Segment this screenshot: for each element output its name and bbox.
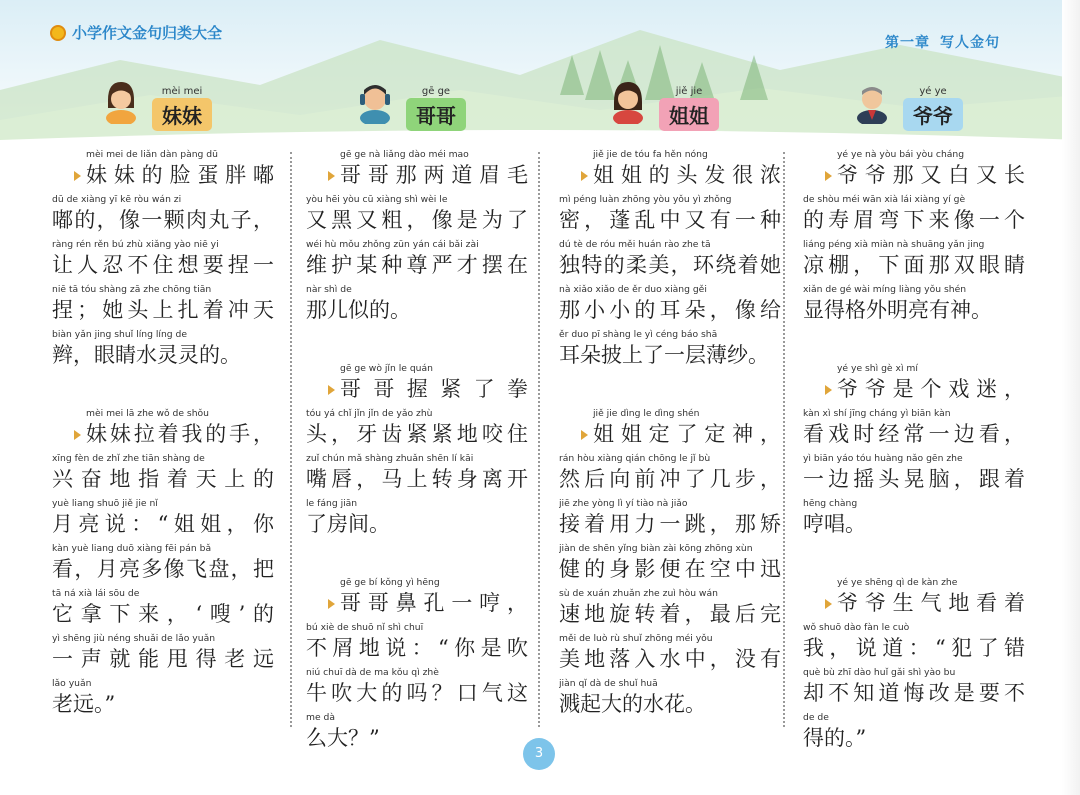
book-title-text: 小学作文金句归类大全	[72, 24, 223, 42]
text-line	[306, 193, 528, 234]
column-jiejie	[559, 78, 781, 722]
text-line	[559, 542, 781, 583]
pinyin-line: què bù zhī dào huǐ gǎi shì yào bu	[803, 667, 956, 678]
text-line	[52, 328, 274, 369]
column-title-pinyin: gē ge	[421, 86, 451, 97]
text-line	[803, 711, 1025, 752]
text-line	[559, 452, 781, 493]
hanzi-line: 维护某种尊严才摆在	[306, 253, 528, 277]
pinyin-line: biàn yǎn jing shuǐ líng líng de	[52, 329, 187, 340]
hanzi-line: 爷爷那又白又长	[803, 162, 1025, 189]
text-line	[803, 283, 1025, 324]
chapter-number: 第一章	[885, 35, 930, 51]
hanzi-line: 捏；她头上扎着冲天	[52, 298, 274, 322]
medal-icon	[50, 25, 66, 41]
text-line	[306, 666, 528, 707]
pinyin-line: yòu hēi yòu cū xiàng shì wèi le	[306, 194, 448, 205]
passage-first-line	[559, 148, 781, 189]
text-line	[803, 193, 1025, 234]
hanzi-line: 哥哥握紧了拳	[306, 376, 528, 403]
pinyin-line: le fáng jiān	[306, 498, 358, 509]
hanzi-line: 牛吹大的吗？口气这	[306, 681, 528, 705]
text-line	[52, 632, 274, 673]
pinyin-line: nàr shì de	[306, 284, 352, 295]
text-line	[803, 452, 1025, 493]
hanzi-line: 健的身影便在空中迅	[559, 557, 781, 581]
pinyin-line: měi de luò rù shuǐ zhōng méi yǒu	[559, 633, 713, 644]
column-header	[559, 78, 781, 134]
text-line	[306, 497, 528, 538]
passage-first-line	[803, 148, 1025, 189]
column-meimei	[52, 78, 274, 722]
pinyin-line: tā ná xià lái sōu de	[52, 588, 140, 599]
book-title	[50, 22, 222, 43]
hanzi-line: 爷爷生气地看着	[803, 590, 1025, 617]
pinyin-line: hēng chàng	[803, 498, 858, 509]
column-header	[803, 78, 1025, 134]
hanzi-line: 的寿眉弯下来像一个	[803, 208, 1025, 232]
text-line	[803, 407, 1025, 448]
passage	[803, 576, 1025, 752]
text-line	[803, 238, 1025, 279]
text-line	[803, 497, 1025, 538]
text-line	[52, 587, 274, 628]
passage-first-line	[306, 148, 528, 189]
boy-with-headphones-avatar-icon	[354, 78, 396, 124]
chapter-title: 写人金句	[940, 35, 1000, 51]
hanzi-line: 头，牙齿紧紧地咬住	[306, 422, 528, 446]
hanzi-line: 独特的柔美，环绕着她	[559, 253, 781, 277]
pinyin-line: kàn yuè liang duō xiàng fēi pán bǎ	[52, 543, 212, 554]
passage-first-line	[306, 576, 528, 617]
column-title-pinyin: jiě jie	[675, 86, 703, 97]
hanzi-line: 爷爷是个戏迷，	[803, 376, 1025, 403]
column-title: 姐姐	[659, 98, 719, 131]
passage	[52, 407, 274, 718]
hanzi-line: 了房间。	[306, 512, 390, 536]
text-line	[306, 452, 528, 493]
hanzi-line: 凉棚，下面那双眼睛	[803, 253, 1025, 277]
pinyin-line: kàn xì shí jīng cháng yì biān kàn	[803, 408, 951, 419]
passage-first-line	[803, 576, 1025, 617]
pinyin-line: de shòu méi wān xià lái xiàng yí gè	[803, 194, 966, 205]
hanzi-line: 妹妹的脸蛋胖嘟	[52, 162, 274, 189]
column-divider	[538, 152, 540, 727]
hanzi-line: 那儿似的。	[306, 298, 411, 322]
passage-first-line	[559, 407, 781, 448]
passage-first-line	[52, 407, 274, 448]
pinyin-line: tóu yá chǐ jǐn jǐn de yǎo zhù	[306, 408, 433, 419]
passage	[803, 362, 1025, 538]
pinyin-line: zuǐ chún mǎ shàng zhuǎn shēn lí kāi	[306, 453, 474, 464]
pinyin-line: mèi mei de liǎn dàn pàng dū	[86, 149, 218, 160]
column-divider	[290, 152, 292, 727]
page-number: 3	[523, 738, 555, 770]
pinyin-line: gē ge bí kǒng yì hēng	[340, 577, 440, 588]
hanzi-line: 一声就能甩得老远	[52, 647, 274, 671]
hanzi-line: 又黑又粗，像是为了	[306, 208, 528, 232]
pinyin-line: xīng fèn de zhǐ zhe tiān shàng de	[52, 453, 205, 464]
text-line	[803, 621, 1025, 662]
hanzi-line: 嘟的，像一颗肉丸子，	[52, 208, 274, 232]
pinyin-line: xiǎn de gé wài míng liàng yǒu shén	[803, 284, 967, 295]
hanzi-line: 哥哥鼻孔一哼，	[306, 590, 528, 617]
girl-avatar-icon	[100, 78, 142, 124]
passage	[803, 148, 1025, 324]
pinyin-line: jiàn qǐ dà de shuǐ huā	[559, 678, 658, 689]
hanzi-line: 看，月亮多像飞盘，把	[52, 557, 274, 581]
pinyin-line: wéi hù mǒu zhǒng zūn yán cái bǎi zài	[306, 239, 479, 250]
passage-first-line	[306, 362, 528, 403]
column-title-pinyin: yé ye	[919, 86, 947, 97]
text-line	[559, 632, 781, 673]
hanzi-line: 妹妹拉着我的手，	[52, 421, 274, 448]
pinyin-line: bú xiè de shuō nǐ shì chuī	[306, 622, 424, 633]
pinyin-line: ěr duo pī shàng le yì céng báo shā	[559, 329, 718, 340]
pinyin-line: me dà	[306, 712, 335, 723]
pinyin-line: dū de xiàng yī kē ròu wán zi	[52, 194, 182, 205]
text-line	[306, 711, 528, 752]
text-line	[306, 238, 528, 279]
text-line	[52, 497, 274, 538]
text-line	[559, 283, 781, 324]
hanzi-line: 不屑地说：“你是吹	[306, 636, 528, 660]
hanzi-line: 得的。”	[803, 726, 867, 750]
text-line	[306, 283, 528, 324]
column-divider	[783, 152, 785, 727]
text-line	[803, 666, 1025, 707]
pinyin-line: sù de xuán zhuǎn zhe zuì hòu wán	[559, 588, 718, 599]
hanzi-line: 然后向前冲了几步，	[559, 467, 781, 491]
grandpa-avatar-icon	[851, 78, 893, 124]
pinyin-line: jiě jie dìng le dìng shén	[593, 408, 700, 419]
column-title-pinyin: mèi mei	[161, 86, 203, 97]
column-yeye	[803, 78, 1025, 756]
text-line	[306, 407, 528, 448]
text-line	[559, 587, 781, 628]
hanzi-line: 溅起大的水花。	[559, 692, 706, 716]
hanzi-line: 我，说道：“犯了错	[803, 636, 1025, 660]
pinyin-line: gē ge wò jǐn le quán	[340, 363, 433, 374]
pinyin-line: dú tè de róu měi huán rào zhe tā	[559, 239, 711, 250]
text-line	[52, 677, 274, 718]
text-line	[559, 238, 781, 279]
hanzi-line: 嘴唇，马上转身离开	[306, 467, 528, 491]
text-line	[52, 452, 274, 493]
pinyin-line: yuè liang shuō jiě jie nǐ	[52, 498, 158, 509]
hanzi-line: 美地落入水中，没有	[559, 647, 781, 671]
hanzi-line: 辫，眼睛水灵灵的。	[52, 343, 241, 367]
passage-first-line	[803, 362, 1025, 403]
hanzi-line: 它拿下来，‘嗖’的	[52, 602, 274, 626]
pinyin-line: yé ye shì gè xì mí	[837, 363, 918, 374]
text-line	[559, 193, 781, 234]
hanzi-line: 一边摇头晃脑，跟着	[803, 467, 1025, 491]
pinyin-line: jiē zhe yòng lì yí tiào nà jiǎo	[559, 498, 688, 509]
text-line	[52, 283, 274, 324]
pinyin-line: ràng rén rěn bú zhù xiǎng yào niē yi	[52, 239, 219, 250]
pinyin-line: liáng péng xià miàn nà shuāng yǎn jing	[803, 239, 985, 250]
passage	[559, 148, 781, 369]
text-line	[306, 621, 528, 662]
column-gege	[306, 78, 528, 756]
pinyin-line: lǎo yuǎn	[52, 678, 92, 689]
text-line	[52, 193, 274, 234]
hanzi-line: 速地旋转着，最后完	[559, 602, 781, 626]
pinyin-line: niú chuī dà de ma kǒu qì zhè	[306, 667, 439, 678]
column-title: 妹妹	[152, 98, 212, 131]
pinyin-line: rán hòu xiàng qián chōng le jǐ bù	[559, 453, 711, 464]
pinyin-line: mì péng luàn zhōng yòu yǒu yì zhǒng	[559, 194, 732, 205]
text-line	[559, 328, 781, 369]
text-line	[52, 542, 274, 583]
pinyin-line: de de	[803, 712, 829, 723]
pinyin-line: wǒ shuō dào fàn le cuò	[803, 622, 910, 633]
pinyin-line: jiàn de shēn yǐng biàn zài kōng zhōng xùn	[559, 543, 753, 554]
passage-first-line	[52, 148, 274, 189]
hanzi-line: 看戏时经常一边看，	[803, 422, 1025, 446]
passage	[306, 576, 528, 752]
passage	[559, 407, 781, 718]
pinyin-line: nà xiǎo xiǎo de ěr duo xiàng gěi	[559, 284, 707, 295]
hanzi-line: 接着用力一跳，那矫	[559, 512, 781, 536]
column-header	[306, 78, 528, 134]
text-line	[559, 677, 781, 718]
hanzi-line: 姐姐的头发很浓	[559, 162, 781, 189]
hanzi-line: 姐姐定了定神，	[559, 421, 781, 448]
column-title: 哥哥	[406, 98, 466, 131]
pinyin-line: yé ye nà yòu bái yòu cháng	[837, 149, 965, 160]
hanzi-line: 让人忍不住想要捏一	[52, 253, 274, 277]
chapter-heading	[885, 32, 1000, 52]
hanzi-line: 么大？”	[306, 726, 380, 750]
pinyin-line: gē ge nà liǎng dào méi mao	[340, 149, 469, 160]
text-line	[52, 238, 274, 279]
pinyin-line: jiě jie de tóu fa hěn nóng	[593, 149, 708, 160]
passage	[306, 148, 528, 324]
pinyin-line: mèi mei lā zhe wǒ de shǒu	[86, 408, 209, 419]
page-edge	[1062, 0, 1080, 795]
column-title: 爷爷	[903, 98, 963, 131]
pinyin-line: niē tā tóu shàng zā zhe chōng tiān	[52, 284, 212, 295]
hanzi-line: 兴奋地指着天上的	[52, 467, 274, 491]
column-header	[52, 78, 274, 134]
hanzi-line: 月亮说：“姐姐，你	[52, 512, 274, 536]
text-line	[559, 497, 781, 538]
hanzi-line: 那小小的耳朵，像给	[559, 298, 781, 322]
hanzi-line: 耳朵披上了一层薄纱。	[559, 343, 769, 367]
pinyin-line: yì biān yáo tóu huàng nǎo gēn zhe	[803, 453, 963, 464]
hanzi-line: 哼唱。	[803, 512, 866, 536]
hanzi-line: 密，蓬乱中又有一种	[559, 208, 781, 232]
hanzi-line: 哥哥那两道眉毛	[306, 162, 528, 189]
hanzi-line: 却不知道悔改是要不	[803, 681, 1025, 705]
pinyin-line: yé ye shēng qì de kàn zhe	[837, 577, 958, 588]
passage	[52, 148, 274, 369]
pinyin-line: yì shēng jiù néng shuǎi de lǎo yuǎn	[52, 633, 216, 644]
hanzi-line: 显得格外明亮有神。	[803, 298, 992, 322]
older-girl-avatar-icon	[607, 78, 649, 124]
hanzi-line: 老远。”	[52, 692, 116, 716]
passage	[306, 362, 528, 538]
